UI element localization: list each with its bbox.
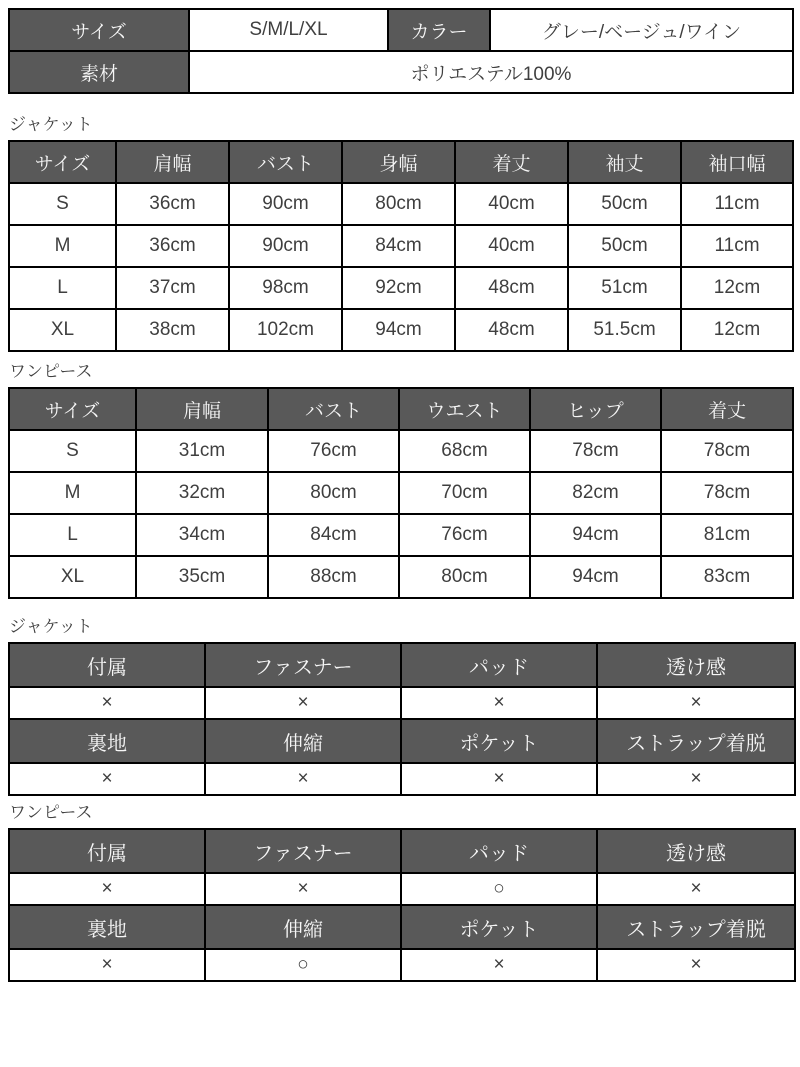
data-cell: 102cm: [229, 309, 342, 351]
header-cell: 付属: [9, 643, 205, 687]
data-cell: ×: [9, 763, 205, 795]
section-label-onepiece-features: ワンピース: [9, 803, 93, 822]
data-cell: 82cm: [530, 472, 661, 514]
data-cell: ×: [597, 687, 795, 719]
data-cell: ○: [205, 949, 401, 981]
header-cell: ヒップ: [530, 388, 661, 430]
section-label-onepiece-size: ワンピース: [9, 362, 93, 381]
table-row: [9, 388, 793, 430]
table-row: [9, 9, 793, 51]
table-row: [9, 51, 793, 93]
data-cell: 78cm: [661, 472, 793, 514]
data-cell: 70cm: [399, 472, 530, 514]
data-cell: 50cm: [568, 183, 681, 225]
table-row: [9, 687, 795, 719]
table-row: [9, 719, 795, 763]
table-row: [9, 763, 795, 795]
data-cell: ×: [9, 949, 205, 981]
header-cell: ポケット: [401, 719, 597, 763]
data-cell: 50cm: [568, 225, 681, 267]
jacket-size-table: [8, 140, 794, 352]
table-row: [9, 183, 793, 225]
data-cell: ×: [401, 687, 597, 719]
data-cell: 94cm: [530, 514, 661, 556]
table-row: [9, 905, 795, 949]
data-cell: 78cm: [530, 430, 661, 472]
onepiece-size-table: [8, 387, 794, 599]
header-cell: ストラップ着脱: [597, 719, 795, 763]
data-cell: 88cm: [268, 556, 399, 598]
data-cell: 34cm: [136, 514, 268, 556]
data-cell: 12cm: [681, 267, 793, 309]
data-cell: ×: [9, 687, 205, 719]
data-cell: 80cm: [342, 183, 455, 225]
header-cell: サイズ: [9, 388, 136, 430]
data-cell: XL: [9, 556, 136, 598]
data-cell: 11cm: [681, 183, 793, 225]
header-cell: 着丈: [455, 141, 568, 183]
data-cell: ×: [205, 687, 401, 719]
jacket-feature-table: [8, 642, 796, 796]
table-row: [9, 141, 793, 183]
header-cell: 透け感: [597, 829, 795, 873]
header-cell: 袖丈: [568, 141, 681, 183]
header-cell: ストラップ着脱: [597, 905, 795, 949]
header-cell: 裏地: [9, 719, 205, 763]
table-row: [9, 829, 795, 873]
table-row: [9, 267, 793, 309]
header-cell: 裏地: [9, 905, 205, 949]
table-row: [9, 949, 795, 981]
header-cell: サイズ: [9, 9, 189, 51]
header-cell: ウエスト: [399, 388, 530, 430]
data-cell: 94cm: [530, 556, 661, 598]
data-cell: ×: [401, 949, 597, 981]
onepiece-feature-table: [8, 828, 796, 982]
data-cell: 92cm: [342, 267, 455, 309]
data-cell: ポリエステル100%: [189, 51, 793, 93]
data-cell: 37cm: [116, 267, 229, 309]
table-row: [9, 643, 795, 687]
section-label-jacket-size: ジャケット: [9, 115, 93, 134]
header-cell: パッド: [401, 829, 597, 873]
data-cell: L: [9, 514, 136, 556]
data-cell: 80cm: [399, 556, 530, 598]
section-label-jacket-features: ジャケット: [9, 617, 93, 636]
header-cell: 着丈: [661, 388, 793, 430]
header-cell: 肩幅: [136, 388, 268, 430]
data-cell: 81cm: [661, 514, 793, 556]
data-cell: 48cm: [455, 309, 568, 351]
header-cell: バスト: [268, 388, 399, 430]
header-cell: 素材: [9, 51, 189, 93]
data-cell: ○: [401, 873, 597, 905]
header-cell: 肩幅: [116, 141, 229, 183]
data-cell: 78cm: [661, 430, 793, 472]
data-cell: 76cm: [399, 514, 530, 556]
data-cell: 84cm: [342, 225, 455, 267]
data-cell: S/M/L/XL: [189, 9, 388, 51]
data-cell: 90cm: [229, 225, 342, 267]
data-cell: 31cm: [136, 430, 268, 472]
header-cell: カラー: [388, 9, 490, 51]
data-cell: 94cm: [342, 309, 455, 351]
data-cell: ×: [401, 763, 597, 795]
data-cell: XL: [9, 309, 116, 351]
header-cell: ポケット: [401, 905, 597, 949]
data-cell: 36cm: [116, 225, 229, 267]
table-row: [9, 225, 793, 267]
data-cell: 83cm: [661, 556, 793, 598]
data-cell: 35cm: [136, 556, 268, 598]
header-cell: バスト: [229, 141, 342, 183]
data-cell: ×: [597, 873, 795, 905]
header-cell: 袖口幅: [681, 141, 793, 183]
data-cell: S: [9, 430, 136, 472]
data-cell: 12cm: [681, 309, 793, 351]
data-cell: グレー/ベージュ/ワイン: [490, 9, 793, 51]
data-cell: ×: [9, 873, 205, 905]
data-cell: 11cm: [681, 225, 793, 267]
header-cell: 伸縮: [205, 905, 401, 949]
header-cell: サイズ: [9, 141, 116, 183]
data-cell: 32cm: [136, 472, 268, 514]
data-cell: 36cm: [116, 183, 229, 225]
data-cell: ×: [597, 763, 795, 795]
data-cell: 80cm: [268, 472, 399, 514]
header-cell: ファスナー: [205, 829, 401, 873]
data-cell: ×: [597, 949, 795, 981]
header-cell: パッド: [401, 643, 597, 687]
header-cell: 透け感: [597, 643, 795, 687]
table-row: [9, 556, 793, 598]
data-cell: ×: [205, 873, 401, 905]
table-row: [9, 430, 793, 472]
header-cell: ファスナー: [205, 643, 401, 687]
summary-table: [8, 8, 794, 94]
header-cell: 身幅: [342, 141, 455, 183]
table-row: [9, 309, 793, 351]
data-cell: 40cm: [455, 225, 568, 267]
table-row: [9, 514, 793, 556]
table-row: [9, 873, 795, 905]
data-cell: ×: [205, 763, 401, 795]
header-cell: 付属: [9, 829, 205, 873]
table-row: [9, 472, 793, 514]
data-cell: 48cm: [455, 267, 568, 309]
data-cell: 40cm: [455, 183, 568, 225]
data-cell: 38cm: [116, 309, 229, 351]
data-cell: 68cm: [399, 430, 530, 472]
data-cell: 98cm: [229, 267, 342, 309]
data-cell: 76cm: [268, 430, 399, 472]
data-cell: 51.5cm: [568, 309, 681, 351]
data-cell: 51cm: [568, 267, 681, 309]
data-cell: S: [9, 183, 116, 225]
header-cell: 伸縮: [205, 719, 401, 763]
data-cell: 90cm: [229, 183, 342, 225]
data-cell: M: [9, 472, 136, 514]
data-cell: 84cm: [268, 514, 399, 556]
data-cell: L: [9, 267, 116, 309]
data-cell: M: [9, 225, 116, 267]
